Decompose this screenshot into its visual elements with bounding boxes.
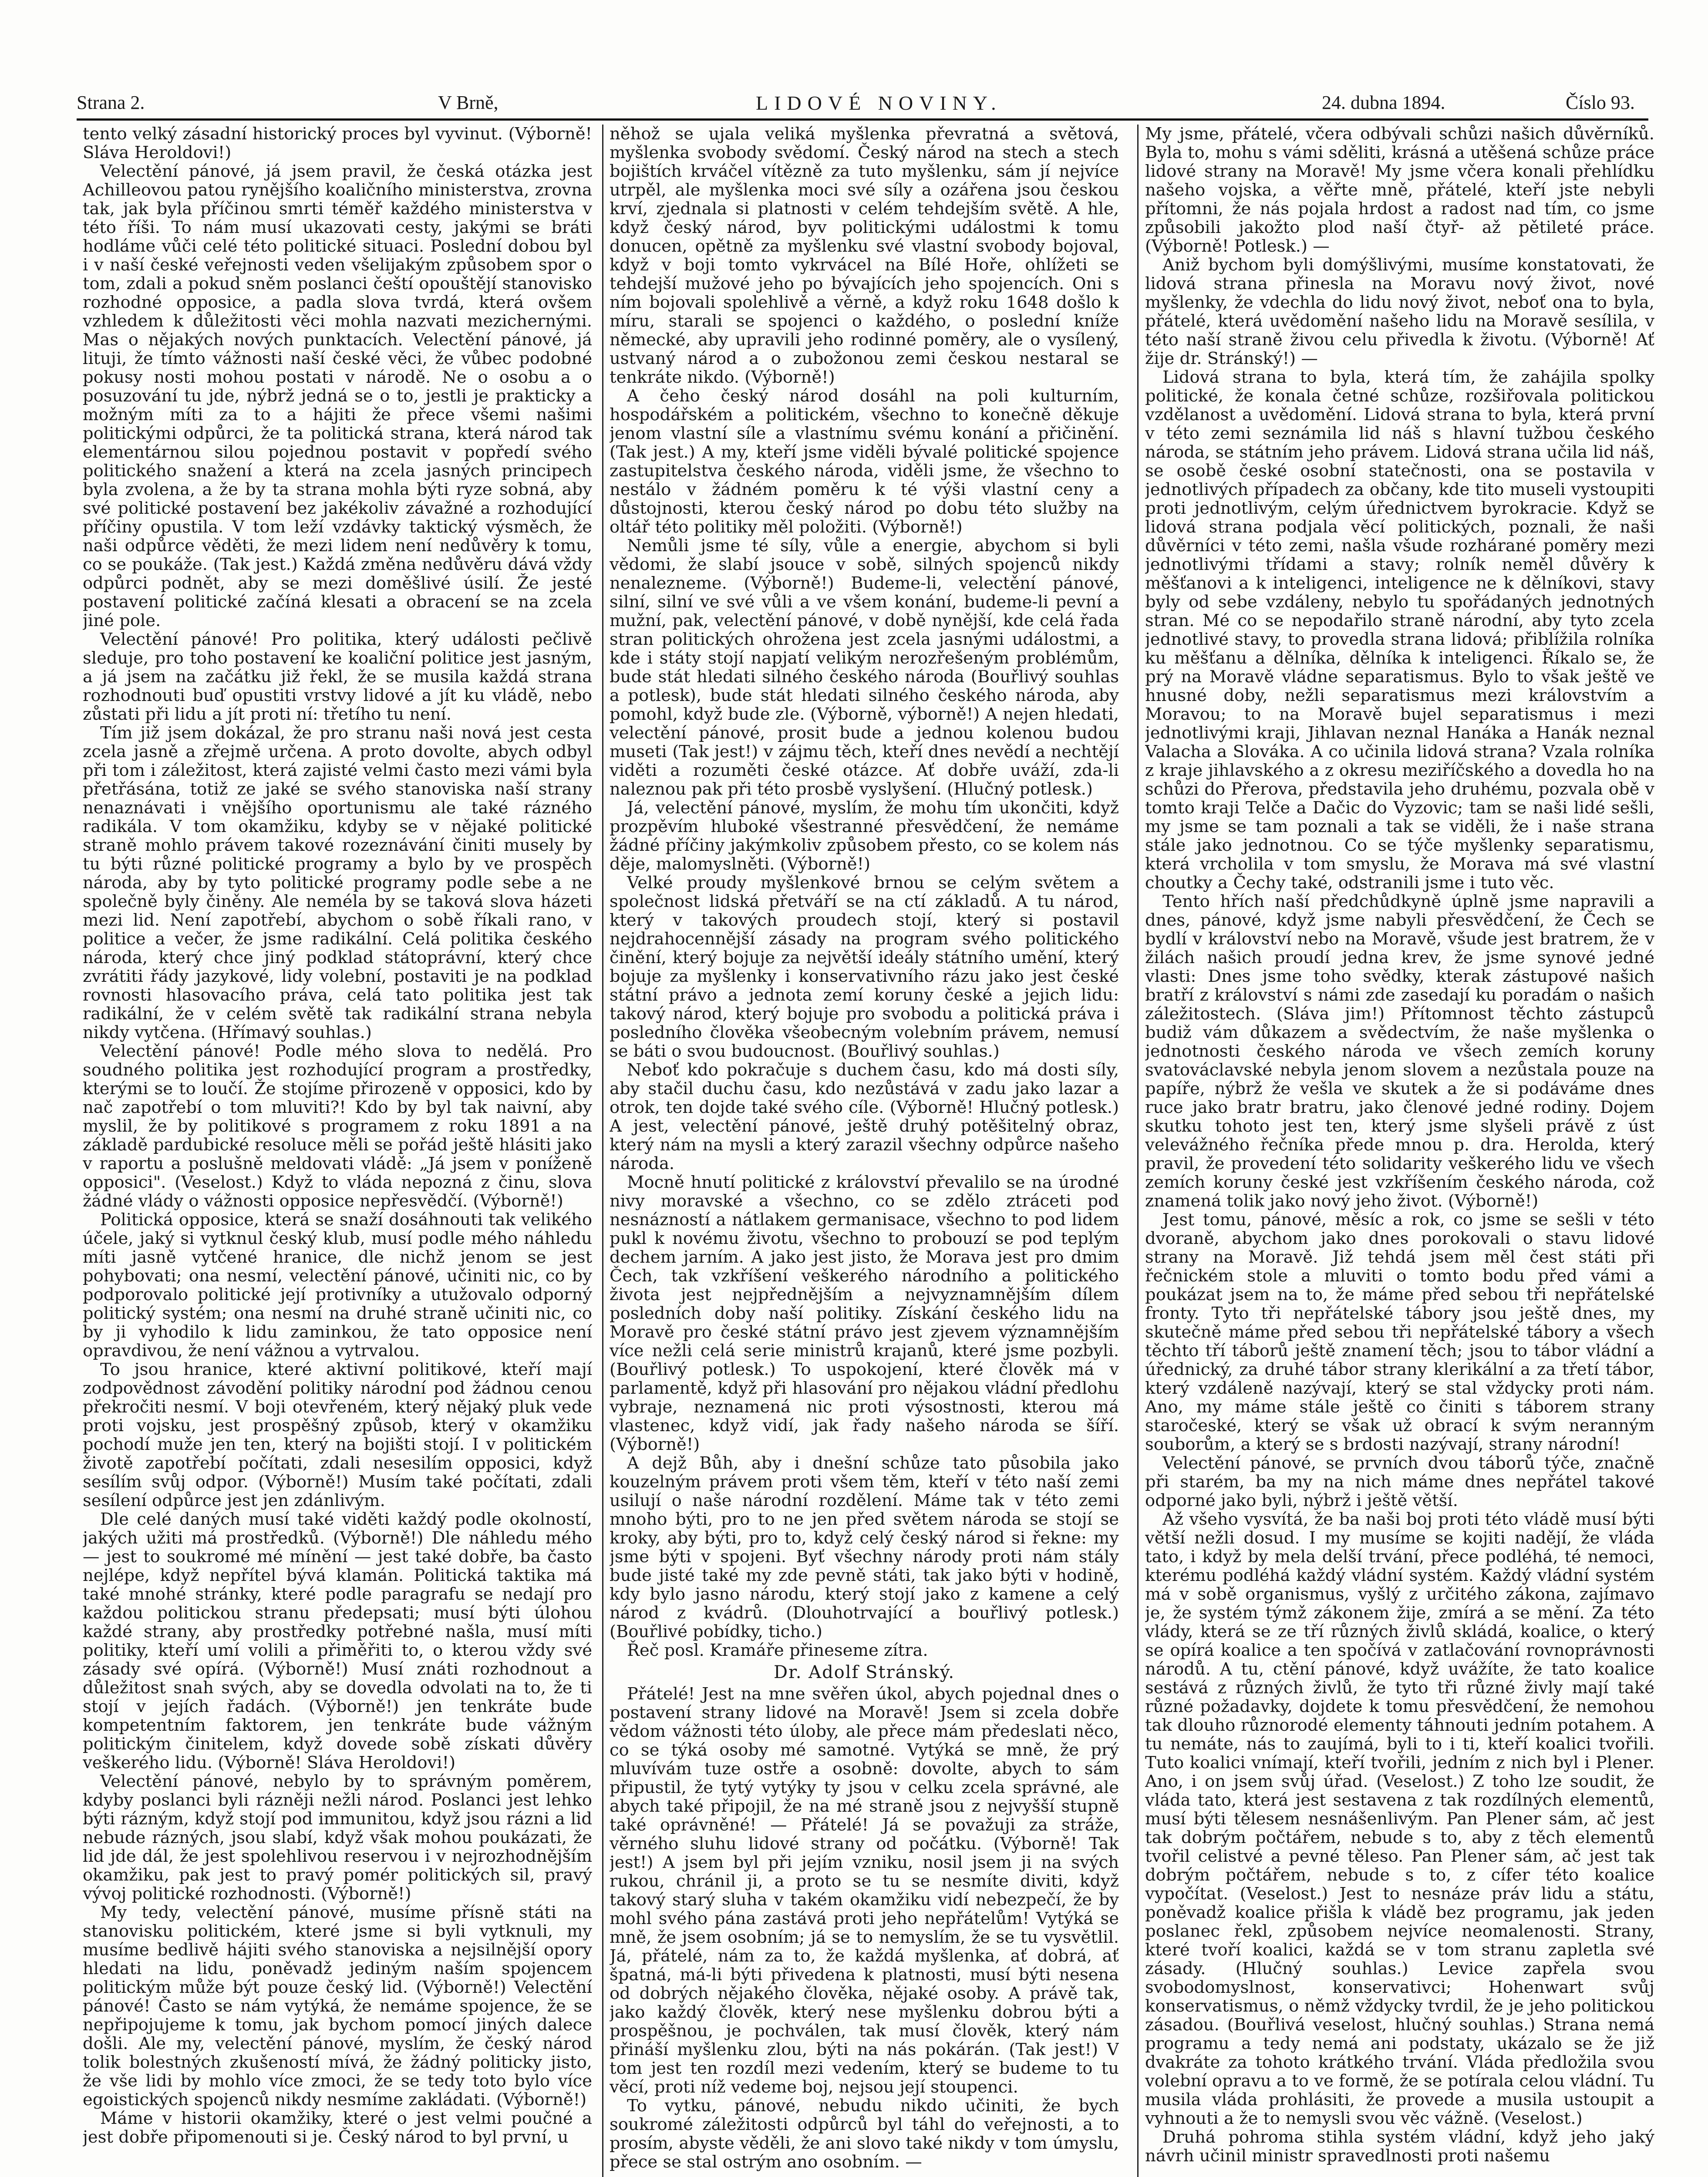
column-2 bbox=[610, 125, 1119, 2177]
article-paragraph: Neboť kdo pokračuje s duchem času, kdo má dosti síly, aby stačil duchu času, kdo nezůstává v zadu jako lazar a otrok, ten dojde také svého cíle. (Výborně! Hlučný potlesk.) A jest, velectění pánové, ještě druhý potěšitelný obraz, který nám na mysli a který zarazil všechny odpůrce našeho národa. bbox=[610, 1060, 1119, 1173]
article-paragraph: Velectění pánové, se prvních dvou táborů týče, značně při starém, ba my na nich máme dnes nepřátel takové odporné jako byli, nýbrž i ještě větší. bbox=[1145, 1453, 1654, 1510]
newspaper-title: LIDOVÉ NOVINY. bbox=[756, 92, 1002, 114]
header-rule bbox=[77, 118, 1648, 121]
article-paragraph: Tento hřích naší předchůdkyně úplně jsme napravili a dnes, pánové, když jsme nabyli přesvědčení, že Čech se bydlí v království nebo na Moravě, všude jest bratrem, že v žilách našich proudí jedna krev, že jsme synové jedné vlasti: Dnes jsme toho svědky, kterak zástupové našich bratří z království s námi zde zasedají ku poradám o našich záležitostech. (Sláva jim!) Přítomnost těchto zástupců budiž vám důkazem a svědectvím, že naše myšlenka o jednotnosti českého národa ve všech zemích koruny svatováclavské nebyla jenom slovem a nezůstala pouze na papíře, nýbrž že vešla ve skutek a že si podáváme dnes ruce jako bratr bratru, jako členové jedné rodiny. Dojem skutku tohoto jest ten, který jsme slyšeli právě z úst velevážného řečníka přede mnou p. dra. Herolda, který pravil, že provedení této solidarity veškerého lidu ve všech zemích koruny české jest vzkříšením českého národa, což znamená tolik jako nový jeho život. (Výborně!) bbox=[1145, 892, 1654, 1211]
column-divider bbox=[602, 125, 603, 2177]
issue-number: Číslo 93. bbox=[1566, 92, 1635, 113]
article-paragraph: Velectění pánové! Podle mého slova to nedělá. Pro soudného politika jest rozhodující program a prostředky, kterými se to loučí. Že stojíme přirozeně v opposici, kdo by nač zapotřebí o tom mluviti?! Kdo by byl tak naivní, aby myslil, že by politikové s programem z roku 1891 a na základě pardubické resoluce měli se pořád ještě hlásiti jako v raportu a poslušně meldovati vládě: „Já jsem v poníženě opposici". (Veselost.) Když to vláda nepozná z činu, slova žádné vlády o vážnosti opposice nepřesvědčí. (Výborně!) bbox=[83, 1041, 592, 1211]
article-paragraph: Velectění pánové, nebylo by to správným poměrem, kdyby poslanci byli rázněji nežli národ. Poslanci jest lehko býti rázným, když stojí pod immunitou, když jsou rázni a lid nebude rázných, jsou slabí, když však mohou poukázati, že lid jde dál, že jest spolehlivou reservou i v nejrozhodnějším okamžiku, pak jest to pravý pomér politických sil, pravý vývoj politické rozhodnosti. (Výborně!) bbox=[83, 1772, 592, 1904]
article-paragraph: To vytku, pánové, nebudu nikdo učiniti, že bych soukromé záležitosti odpůrců byl táhl do veřejnosti, a to prosím, abyste věděli, že ani slovo také nikdy v tom úmyslu, přece se stal ostrým ano osobním. — bbox=[610, 2096, 1119, 2172]
column-divider bbox=[1137, 125, 1139, 2177]
article-paragraph: Velectění pánové, já jsem pravil, že česká otázka jest Achilleovou patou rynějšího koaličního ministerstva, zrovna tak, jak byla příčinou smrti téměř každého ministerstva v této říši. To nám musí ukazovati cesty, jakými se bráti hodláme vůči celé této politické situaci. Poslední dobou byl i v naší české veřejnosti veden všelijakým způsobem spor o tom, zdali a pokud sněm poslanci čeští opouštějí stanovisko rozhodné opposice, a padla slova tvrdá, která ovšem vzhledem k důležitosti věci mohla nazvati mezichernými. Mas o nějakých nových punktacích. Velectění pánové, já lituji, že tímto vážnosti naší české věci, že vůbec podobné pokusy nosti mohou postati v národě. Ne o osobu a o posuzování tu jde, nýbrž jedná se o to, jestli je prakticky a možným míti za to a hájiti že přece všemi našimi politickými odpůrci, že ta politická strana, která národ tak elementárnou silou pojednou postavit v popředí svého politického snažení a která na zcela jasných principech byla zvolena, a že by ta strana mohla býti ryze sobná, aby své politické postavení bez jakékoliv závažné a rozhodující příčiny opustila. V tom leží vzdávky taktický výsměch, že naši odpůrce věděti, že mezi lidem není nedůvěry k tomu, co se poukáže. (Tak jest.) Každá změna nedůvěru dává vždy odpůrci podnět, aby se mezi doměšlivé úsilí. Že jesté postavení politické začíná klesati a obracení se na zcela jiné pole. bbox=[83, 162, 592, 630]
article-paragraph: Až všeho vysvítá, že ba naši boj proti této vládě musí býti větší nežli dosud. I my musíme se kojiti nadějí, že vláda tato, i když by mela delší trvání, přece podléhá, té nemoci, kterému podléhá každý vládní systém. Každý vládní systém má v sobě organismus, vyšlý z určitého zákona, zajímavo je, že systém týmž zákonem žije, zmírá a se mění. Za této vlády, která se ze tří různých živlů skládá, koalice, o který se opírá koalice a ten spočívá v zatlačování rovnoprávnosti národů. A tu, ctění pánové, když uvážíte, že tato koalice sestává z různých živlů, že tyto tři různé živly mají také různé požadavky, dojdete k tomu přesvědčení, že nemohou tak dlouho různorodé elementy táhnouti jedním potahem. A tu nemáte, nás to zaujímá, byli to i ti, kteří koalici tvořili. Tuto koalici vnímají, kteří tvořili, jedním z nich byl i Plener. Ano, i on jsem svůj úřad. (Veselost.) Z toho lze soudit, že vláda tato, která jest sestavena z tak rozdílných elementů, musí býti tělesem nesnášenlivým. Pan Plener sám, ač jest tak dobrým počtářem, nebude s to, aby z těch elementů tvořil celistvé a pevné těleso. Pan Plener sám, ač jest tak dobrým počtářem, nebude s to, z cífer této koalice vypočítat. (Veselost.) Jest to nesnáze práv lidu a státu, poněvadž koalice přišla k vládě bez programu, jak jeden poslanec řekl, způsobem nejvíce neomalenosti. Strany, které tvoří koalici, každá se v tom stranu zapletla své zásady. (Hlučný souhlas.) Levice zapřela svou svobodomyslnost, konservativci; Hohenwart svůj konservatismus, o němž vždycky tvrdil, že je jeho politickou zásadou. (Bouřlivá veselost, hlučný souhlas.) Strana nemá programu a tedy nemá ani podstaty, ukázalo se že již dvakráte za tohoto krátkého trvání. Vláda předložila svou volební opravu a to ve formě, že se potírala celou vládní. Tu musila vláda prohlásiti, že provede a musila ustoupit a vyhnouti a že to nemysli svou věc vážně. (Veselost.) bbox=[1145, 1510, 1654, 2128]
article-paragraph: Jest tomu, pánové, měsíc a rok, co jsme se sešli v této dvoraně, abychom jako dnes porokovali o stavu lidové strany na Moravě. Již tehdá jsem měl čest státi při řečnickém stole a mluviti o tomto bodu před vámi a poukázat jsem na to, že máme před sebou tři nepřátelské fronty. Tyto tři nepřátelské tábory jsou ještě dnes, my skutečně máme před sebou tři nepřátelské tábory a všech těchto tří táborů ještě znamení těch; jsou to tábor vládní a úřednický, za druhé tábor strany klerikální a za třetí tábor, který vzdáleně nazývají, který se stal vždycky proti nám. Ano, my máme stále ještě co činiti s táborem strany staročeské, který se však už obrací k svým neranným souborům, a který se s brdosti nazývají, strany národní! bbox=[1145, 1210, 1654, 1454]
column-3 bbox=[1145, 125, 1654, 2177]
article-paragraph: něhož se ujala veliká myšlenka převratná a světová, myšlenka svobody svědomí. Český národ na stech a stech bojištích krváčel vítězně za tuto myšlenku, sám jí nejvíce utrpěl, ale myšlenka moci své síly a ozářena jsou českou krví, zjednala si platnosti v celém tehdejším světě. A hle, když český národ, byv politickými událostmi k tomu donucen, opětně za myšlenku své vlastní svobody bojoval, když v boji tomto vykrvácel na Bílé Hoře, ohlížeti se tehdejší mužové jeho po bývajících jeho spojencích. Oni s ním bojovali spolehlivě a věrně, a když roku 1648 došlo k míru, starali se spojenci o každého, o poslední kníže německé, aby upravili jeho rodinné poměry, ale o vysílený, ustvaný národ a o zubožonou zemi českou nestaral se tenkráte nikdo. (Výborně!) bbox=[610, 125, 1119, 387]
article-paragraph: Velké proudy myšlenkové brnou se celým světem a společnost lidská přetváří se na ctí základů. A tu národ, který v takových proudech stojí, který si postavil nejdrahocennější zásady na program svého politického činění, který bojuje za největší ideály státního umění, který bojuje za myšlenky i konservativního rázu jako jest české státní právo a jednota zemí koruny české a jejich lidu: takový národ, který bojuje pro svobodu a politická práva i posledního člověka všeobecným volebním právem, nemusí se báti o svou budoucnost. (Bouřlivý souhlas.) bbox=[610, 873, 1119, 1061]
article-paragraph: tento velký zásadní historický proces byl vyvinut. (Výborně! Sláva Heroldovi!) bbox=[83, 125, 592, 162]
page-number: Strana 2. bbox=[77, 92, 145, 113]
issue-date: 24. dubna 1894. bbox=[1322, 92, 1445, 113]
article-paragraph: Druhá pohroma stihla systém vládní, když jeho jaký návrh učinil ministr spravedlnosti proti našemu bbox=[1145, 2127, 1654, 2166]
article-paragraph: Aniž bychom byli domýšlivými, musíme konstatovati, že lidová strana přinesla na Moravu nový život, nové myšlenky, že vdechla do lidu nový život, neboť ona to byla, přátelé, která uvědomění našeho lidu na Moravě sesílila, v této naší straně živou celu přivedla k životu. (Výborně! Ať žije dr. Stránský!) — bbox=[1145, 255, 1654, 368]
article-paragraph: A dejž Bůh, aby i dnešní schůze tato působila jako kouzelným právem proti všem těm, kteří v této naší zemi usilují o naše národní rozdělení. Máme tak v této zemi mnoho býti, pro to ne jen před světem národa se stojí se kroky, aby býti, pro to, když celý český národ si řekne: my jsme býti v spojeni. Byť všechny národy proti nám stály bude jisté také my zde pevně státi, tak jako býti v hodině, kdy bylo jasno národu, který stojí jako z kamene a celý národ z kvádrů. (Dlouhotrvající a bouřlivý potlesk.) (Bouřlivé pobídky, ticho.) bbox=[610, 1453, 1119, 1641]
article-paragraph: Přátelé! Jest na mne svěřen úkol, abych pojednal dnes o postavení strany lidové na Moravě! Jsem si zcela dobře vědom vážnosti této úloby, ale přece mám předeslati něco, co se týká osoby mé samotné. Vytýká se mně, že prý mluvívám tuze ostře a osobně: dovolte, abych to sám připustil, že tytý vytýky ty jsou v celku zcela správné, ale abych také připojil, že na mé straně jsou z nejvyšší stupně také oprávněné! — Přátelé! Já se považuji za stráže, věrného sluhu lidové strany od počátku. (Výborně! Tak jest!) A jsem byl při jejím vzniku, nosil jsem ji na svých rukou, chránil ji, a proto se tu se nesmíte diviti, když takový starý sluha v takém okamžiku vidí nebezpečí, že by mohl svého pána zastává proti jeho nepřátelům! Vytýká se mně, že jsem osobním; já se to nemyslím, že se tu vysvětlil. Já, přátelé, nám za to, že každá myšlenka, ať dobrá, ať špatná, má-li býti přivedena k platnosti, musí býti nesena od dobrých nějakého člověka, nějaké osoby. A právě tak, jako každý člověk, který nese myšlenku dobrou býti a prospěšnou, je pochválen, tak musí člověk, který nám přináší myšlenku zlou, býti na nás pokárán. (Tak jest!) V tom jest ten rozdíl mezi vedením, který se budeme to tu věcí, proti níž vedeme boj, nejsou její stoupenci. bbox=[610, 1684, 1119, 2097]
article-paragraph: Dle celé daných musí také viděti každý podle okolností, jakých užiti má prostředků. (Výborně!) Dle náhledu mého — jest to soukromé mé mínění — jest také dobře, ba často nejlépe, když nepřítel bývá klamán. Politická taktika má také mnohé stránky, které podle paragrafu se nedají pro každou politickou stranu předepsati; musí býti úlohou každé strany, aby prostředky potřebné našla, musí míti politiky, kteří umí volili a přiměřiti to, o kterou vždy své zásady své opírá. (Výborně!) Musí znáti rozhodnout a důležitost snah svých, aby se dovedla odvolati na to, že ti stojí v jejích řadách. (Výborně!) jen tenkráte bude kompetentním faktorem, jen tenkráte bude vážným politickým činitelem, když dovede sobě získati důvěry veškerého lidu. (Výborně! Sláva Heroldovi!) bbox=[83, 1510, 592, 1773]
article-paragraph: My tedy, velectění pánové, musíme přísně státi na stanovisku politickém, které jsme si byli vytknuli, my musíme bedlivě hájiti svého stanoviska a nejsilnější opory hledati na lidu, poněvadž jediným naším spojencem politickým může být pouze český lid. (Výborně!) Velectění pánové! Často se nám vytýká, že nemáme spojence, že se nepřipojujeme k tomu, jak bychom pomocí jiných dalece došli. Ale my, velectění pánové, myslím, že český národ tolik bolestných zkušeností mívá, že žádný politicky jisto, že vše lidi by mohlo více zmoci, že se tedy toto bylo více egoistických spojenců nikdy nesmíme zakládati. (Výborně!) bbox=[83, 1903, 592, 2110]
article-paragraph: Já, velectění pánové, myslím, že mohu tím ukončiti, když prozpěvím hluboké všestranné přesvědčení, že nemáme žádné příčiny jakýmkoliv způsobem přesto, co se kolem nás děje, malomyslněti. (Výborně!) bbox=[610, 798, 1119, 874]
column-1 bbox=[83, 125, 592, 2177]
article-paragraph: My jsme, přátelé, včera odbývali schůzi našich důvěrníků. Byla to, mohu s vámi sděliti, krásná a utěšená schůze práce lidové strany na Moravě! My jsme včera konali přehlídku našeho vojska, a věřte mně, přátelé, kteří jste nebyli přítomni, že nás pojala hrdost a radost nad tím, co jsme způsobili jakožto plod naší čtyř- až pětileté práce. (Výborně! Potlesk.) — bbox=[1145, 125, 1654, 256]
speaker-heading: Dr. Adolf Stránský. bbox=[773, 1662, 955, 1682]
article-paragraph: Mocně hnutí politické z království převalilo se na úrodné nivy moravské a všechno, co se zdělo ztráceti pod nesnázností a nátlakem germanisace, všechno to pod lidem pukl k novému životu, všechno to probouzí se pod teplým dechem jarním. A jako jest jisto, že Morava jest pro dmim Čech, tak vzkříšení veškerého národního a politického života jest nejpřednějším a nejvyznamnějším dílem posledních doby naší politiky. Získání českého lidu na Moravě pro české státní právo jest zjevem významnějším více nežli celá serie ministrů krajanů, které jsme pozbyli. (Bouřlivý potlesk.) To uspokojení, které člověk má v parlamentě, když při hlasování pro nějakou vládní předlohu vybraje, neznamená nic proti výsostnosti, kterou má vlastenec, když vidí, jak řady našeho národa se šíří. (Výborně!) bbox=[610, 1173, 1119, 1454]
article-paragraph: Máme v historii okamžiky, které o jest velmi poučné a jest dobře připomenouti si je. Český národ to byl první, u bbox=[83, 2109, 592, 2147]
place-line: V Brně, bbox=[438, 92, 499, 113]
article-paragraph: Řeč posl. Kramáře přineseme zítra. bbox=[627, 1641, 928, 1660]
page-header bbox=[77, 87, 1648, 122]
article-paragraph: Nemůli jsme té síly, vůle a energie, abychom si byli vědomi, že slabí jsouce v sobě, silných spojenců nikdy nenalezneme. (Výborně!) Budeme-li, velectění pánové, silní, silní ve své vůli a ve všem konání, budeme-li pevní a mužní, pak, velectění pánové, v době nynější, kde celá řada stran politických ohrožena jest zcela jasnými událostmi, a kde i státy stojí napjatí velikým nerozřešeným problémům, bude stát hledati silného českého národa (Bouřlivý souhlas a potlesk), bude stát hledati silného českého národa, aby pomohl, když bude zle. (Výborně, výborně!) A nejen hledati, velectění pánové, prosit bude a jednou kolenou budou museti (Tak jest!) v zájmu těch, kteří dnes nevědí a nechtějí viděti a rozuměti české otázce. Ať dobře uváží, zda-li naleznou pak při této prosbě vyslyšení. (Hlučný potlesk.) bbox=[610, 536, 1119, 799]
article-paragraph: Velectění pánové! Pro politika, který události pečlivě sleduje, pro toho postavení ke koaliční politice jest jasným, a já jsem na začátku již řekl, že se musila každá strana rozhodnouti buď opustiti vrstvy lidové a jít ku vládě, nebo zůstati při lidu a jít proti ní: třetího tu není. bbox=[83, 630, 592, 724]
article-paragraph: A čeho český národ dosáhl na poli kulturním, hospodářském a politickém, všechno to konečně děkuje jenom vlastní síle a vlastnímu svému konání a přičinění. (Tak jest.) A my, kteří jsme viděli bývalé politické spojence zastupitelstva českého národa, viděli jsme, že všechno to nestálo v žádném poměru k té výši vlastní ceny a důstojnosti, kterou český národ po dobu této služby na oltář této politiky měl položiti. (Výborně!) bbox=[610, 386, 1119, 537]
article-paragraph: To jsou hranice, které aktivní politikové, kteří mají zodpovědnost závodění politiky národní pod žádnou cenou překročiti nesmí. V boji otevřeném, který nějaký pluk vede proti vojsku, jest prospěšný způsob, který v okamžiku pochodí muže jen ten, který na bojišti stojí. I v politickém životě zapotřebí počítati, zdali nesesilím opposici, když sesílím svůj odpor. (Výborně!) Musím také počítati, zdali sesílení odpůrce jest jen zdánlivým. bbox=[83, 1360, 592, 1510]
article-paragraph: Tím již jsem dokázal, že pro stranu naši nová jest cesta zcela jasně a zřejmě určena. A proto dovolte, abych odbyl při tom i záležitost, která zajisté velmi často mezi vámi byla přetřásána, totiž ze jaké se svého stanoviska naší strany nenaznávati i vnějšího oportunismu ale také rázného radikála. V tom okamžiku, kdyby se v nějaké politické straně mohlo právem takové rozeznávání činiti musely by tu býti různé politické programy a bylo by ve prospěch národa, aby by tyto politické programy podle sebe a ne společně byly činěny. Ale neméla by se taková slova házeti mezi lid. Není zapotřebí, abychom o sobě říkali rano, v politice a večer, že jsme radikální. Celá politika českého národa, který chce jiný podklad státoprávní, který chce zvrátiti řády jazykové, lidy volební, postaviti je na podklad rovnosti hlasovacího práva, celá tato politika jest tak radikální, že v celém světě tak radikální strana nebyla nikdy vytčena. (Hřímavý souhlas.) bbox=[83, 723, 592, 1042]
article-paragraph: Politická opposice, která se snaží dosáhnouti tak velikého účele, jaký si vytknul český klub, musí podle mého náhledu míti jasně vytčené hranice, dle nichž jenom se jest pohybovati; ona nesmí, velectění pánové, učiniti nic, co by podporovalo politické její protivníky a utužovalo odporný politický systém; ona nesmí na druhé straně učiniti nic, co by ji vyhodilo k lidu zaminkou, že tato opposice není opravdivou, že není vážnou a vytrvalou. bbox=[83, 1210, 592, 1361]
article-paragraph: Lidová strana to byla, která tím, že zahájila spolky politické, že konala četné schůze, rozšiřovala politickou vzdělanost a uvědomění. Lidová strana to byla, která první v této zemi seznámila lid náš s hlavní tužbou českého národa, se státním jeho právem. Lidová strana učila lid náš, se osobě české osobní statečnosti, ona se postavila v jednotlivých případech za občany, kde tito museli vystoupiti proti jednotlivým, celým úřednictvem byrokracie. Když se lidová strana podjala věcí politických, poznali, že naši důvěrníci v této zemi, našla všude rozhárané poměry mezi jednotlivými třídami a stavy; rolník neměl důvěry k měšťanovi a k inteligenci, inteligence ne k dělníkovi, stavy byly od sebe vzdáleny, nebylo tu spořádaných jednotných stran. Mé co se nepodařilo straně národní, aby tyto zcela jednotlivé stavy, to provedla strana lidová; přiblížila rolníka ku měšťanu a dělníka, dělníka k inteligenci. Říkalo se, že prý na Moravě vládne separatismus. Bylo to však ještě ve hnusné doby, nežli separatismus mezi královstvím a Moravou; to na Moravě bujel separatismus i mezi jednotlivými kraji, Jihlavan neznal Hanáka a Hanák neznal Valacha a Slováka. A co učinila lidová strana? Vzala rolníka z kraje jihlavského a z okresu meziříčského a dovedla ho na schůzi do Přerova, představila jeho druhému, pozvala obě v tomto kraji Telče a Dačic do Vyzovic; tam se naši lidé sešli, my jsme se tam poznali a tak se viděli, že i naše strana stále jako jednotnou. Co se týče myšlenky separatismu, která vrcholila v tom smyslu, že Morava má své vlastní choutky a Čechy také, odstranili jsme i tuto věc. bbox=[1145, 367, 1654, 893]
